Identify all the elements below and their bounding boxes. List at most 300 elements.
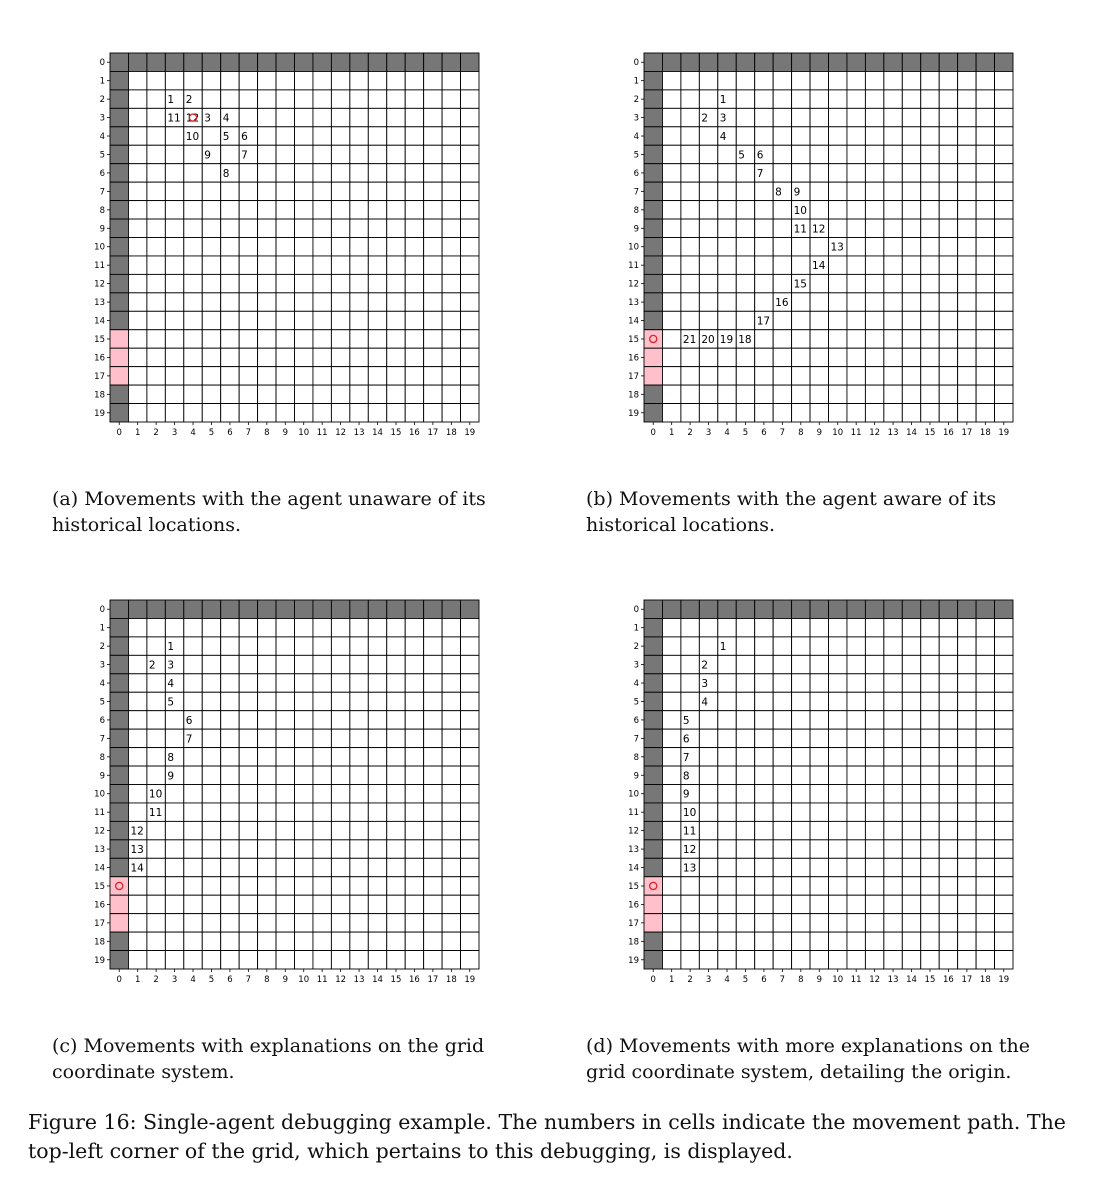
grid-cell [221, 274, 239, 292]
grid-cell [939, 729, 957, 747]
grid-cell [387, 274, 405, 292]
grid-cell [313, 674, 331, 692]
grid-cell [442, 71, 460, 89]
grid-cell [239, 803, 257, 821]
grid-cell [921, 348, 939, 366]
grid-cell [424, 655, 442, 673]
grid-cell [239, 618, 257, 636]
grid-cell [958, 238, 976, 256]
grid-cell [662, 201, 680, 219]
grid-cell [865, 367, 883, 385]
grid-cell [792, 951, 810, 969]
grid-cell [976, 108, 994, 126]
grid-cell [736, 748, 754, 766]
wall-cell [110, 637, 128, 655]
grid-cell [792, 840, 810, 858]
grid-cell [184, 293, 202, 311]
grid-cell [847, 385, 865, 403]
wall-cell [958, 600, 976, 618]
grid-cell [295, 71, 313, 89]
target-cell [110, 895, 128, 913]
grid-cell [258, 655, 276, 673]
x-tick-label: 3 [171, 975, 178, 985]
grid-cell [829, 692, 847, 710]
grid-cell [718, 914, 736, 932]
x-tick-label: 10 [298, 428, 310, 438]
y-tick-label: 8 [99, 752, 105, 763]
step-label: 4 [701, 696, 709, 709]
grid-cell [128, 748, 146, 766]
grid-cell [939, 311, 957, 329]
grid-cell [202, 914, 220, 932]
grid-cell [184, 766, 202, 784]
grid-cell [128, 367, 146, 385]
grid-cell [387, 618, 405, 636]
grid-cell [921, 821, 939, 839]
grid-cell [939, 637, 957, 655]
target-cell [110, 348, 128, 366]
grid-cell [792, 711, 810, 729]
wall-cell [644, 385, 662, 403]
grid-cell [295, 293, 313, 311]
grid-cell [147, 766, 165, 784]
grid-cell [461, 219, 479, 237]
grid-cell [958, 201, 976, 219]
grid-cell [662, 90, 680, 108]
grid-cell [773, 655, 791, 673]
grid-cell [313, 330, 331, 348]
y-tick-label: 15 [94, 334, 105, 345]
grid-cell [313, 127, 331, 145]
grid-cell [773, 729, 791, 747]
grid-cell [939, 655, 957, 673]
grid-cell [165, 330, 183, 348]
grid-cell [350, 90, 368, 108]
grid-cell [147, 914, 165, 932]
grid-cell [958, 766, 976, 784]
grid-cell [736, 821, 754, 839]
grid-cell [295, 877, 313, 895]
grid-cell [295, 914, 313, 932]
grid-cell [792, 164, 810, 182]
grid-cell [313, 877, 331, 895]
grid-cell [147, 895, 165, 913]
grid-cell [461, 877, 479, 895]
grid-cell [405, 895, 423, 913]
wall-cell [387, 53, 405, 71]
grid-cell [350, 858, 368, 876]
grid-cell [681, 108, 699, 126]
grid-cell [847, 637, 865, 655]
grid-cell [865, 674, 883, 692]
grid-cell [276, 748, 294, 766]
grid-cell [184, 748, 202, 766]
grid-cell [865, 164, 883, 182]
wall-cell [681, 600, 699, 618]
grid-cell [331, 729, 349, 747]
grid-cell [810, 127, 828, 145]
grid-cell [276, 711, 294, 729]
grid-cell [939, 914, 957, 932]
grid-cell [424, 932, 442, 950]
wall-cell [110, 618, 128, 636]
grid-cell [921, 256, 939, 274]
x-tick-label: 9 [282, 428, 288, 438]
grid-cell [258, 803, 276, 821]
grid-cell [829, 729, 847, 747]
grid-cell [773, 404, 791, 422]
x-tick-label: 6 [227, 975, 233, 985]
grid-cell [736, 766, 754, 784]
grid-cell [976, 385, 994, 403]
grid-cell [387, 330, 405, 348]
wall-cell [644, 145, 662, 163]
grid-cell [387, 932, 405, 950]
grid-cell [202, 256, 220, 274]
grid-cell [976, 330, 994, 348]
grid-cell [829, 367, 847, 385]
grid-cell [755, 385, 773, 403]
grid-cell [295, 164, 313, 182]
grid-cell [773, 858, 791, 876]
grid-cell [258, 201, 276, 219]
grid-cell [331, 637, 349, 655]
x-tick-label: 7 [779, 975, 786, 985]
step-label: 4 [167, 678, 175, 691]
grid-cell [368, 256, 386, 274]
grid-cell [662, 803, 680, 821]
grid-cell [128, 951, 146, 969]
grid-cell [902, 618, 920, 636]
grid-cell [699, 637, 717, 655]
grid-cell [295, 348, 313, 366]
grid-cell [387, 311, 405, 329]
wall-cell [110, 256, 128, 274]
grid-cell [202, 90, 220, 108]
grid-cell [902, 404, 920, 422]
grid-cell [424, 274, 442, 292]
wall-cell [644, 293, 662, 311]
grid-cell [995, 729, 1013, 747]
grid-cell [976, 238, 994, 256]
grid-cell [405, 330, 423, 348]
grid-cell [699, 219, 717, 237]
grid-cell [681, 692, 699, 710]
grid-cell [350, 404, 368, 422]
grid-cell [976, 785, 994, 803]
grid-cell [405, 766, 423, 784]
grid-cell [184, 145, 202, 163]
grid-cell [387, 127, 405, 145]
y-tick-label: 11 [628, 808, 639, 819]
grid-cell [387, 858, 405, 876]
grid-cell [865, 766, 883, 784]
grid-cell [976, 293, 994, 311]
grid-cell [350, 256, 368, 274]
grid-c [82, 599, 484, 985]
grid-cell [958, 821, 976, 839]
step-label: 5 [738, 149, 745, 162]
wall-cell [202, 53, 220, 71]
grid-cell [184, 877, 202, 895]
grid-cell [681, 618, 699, 636]
grid-cell [958, 932, 976, 950]
grid-cell [461, 821, 479, 839]
grid-cell [995, 90, 1013, 108]
grid-cell [405, 274, 423, 292]
grid-cell [258, 840, 276, 858]
grid-cell [884, 256, 902, 274]
grid-cell [331, 951, 349, 969]
target-cell [644, 877, 662, 895]
grid-cell [939, 840, 957, 858]
x-tick-label: 1 [134, 975, 141, 985]
grid-cell [184, 895, 202, 913]
grid-cell [128, 766, 146, 784]
grid-cell [958, 293, 976, 311]
grid-cell [258, 858, 276, 876]
y-tick-label: 11 [628, 261, 639, 272]
grid-cell [773, 145, 791, 163]
grid-cell [829, 256, 847, 274]
grid-cell [773, 674, 791, 692]
grid-cell [884, 219, 902, 237]
y-tick-label: 4 [99, 679, 105, 690]
grid-cell [662, 618, 680, 636]
grid-cell [773, 238, 791, 256]
grid-cell [792, 293, 810, 311]
grid-cell [424, 895, 442, 913]
grid-cell [128, 164, 146, 182]
grid-cell [939, 951, 957, 969]
wall-cell [368, 53, 386, 71]
grid-cell [239, 404, 257, 422]
grid-cell [128, 692, 146, 710]
grid-cell [276, 182, 294, 200]
grid-cell [202, 655, 220, 673]
grid-cell [165, 785, 183, 803]
x-tick-label: 19 [464, 428, 476, 438]
grid-cell [755, 256, 773, 274]
grid-cell [202, 932, 220, 950]
grid-cell [202, 71, 220, 89]
grid-cell [368, 385, 386, 403]
grid-cell [221, 90, 239, 108]
grid-cell [313, 766, 331, 784]
grid-cell [699, 729, 717, 747]
grid-cell [810, 821, 828, 839]
grid-cell [718, 951, 736, 969]
grid-cell [995, 330, 1013, 348]
grid-cell [755, 655, 773, 673]
grid-cell [295, 274, 313, 292]
grid-cell [461, 256, 479, 274]
grid-cell [424, 127, 442, 145]
grid-cell [958, 348, 976, 366]
grid-cell [387, 877, 405, 895]
grid-cell [939, 90, 957, 108]
wall-cell [644, 90, 662, 108]
grid-cell [681, 238, 699, 256]
grid-cell [958, 895, 976, 913]
grid-cell [958, 219, 976, 237]
grid-cell [239, 238, 257, 256]
y-tick-label: 2 [633, 95, 639, 106]
grid-cell [976, 367, 994, 385]
grid-cell [405, 655, 423, 673]
grid-cell [921, 951, 939, 969]
grid-cell [939, 201, 957, 219]
wall-cell [110, 385, 128, 403]
grid-cell [276, 729, 294, 747]
grid-cell [202, 785, 220, 803]
grid-cell [202, 821, 220, 839]
grid-cell [662, 877, 680, 895]
wall-cell [110, 127, 128, 145]
grid-cell [368, 127, 386, 145]
grid-cell [884, 729, 902, 747]
grid-cell [424, 729, 442, 747]
caption-c: (c) Movements with explanations on the grid coordinate system. [52, 1035, 485, 1083]
grid-cell [165, 238, 183, 256]
x-tick-label: 14 [372, 428, 383, 438]
grid-cell [847, 127, 865, 145]
x-tick-label: 12 [335, 428, 347, 438]
grid-cell [368, 951, 386, 969]
wall-cell [110, 729, 128, 747]
grid-cell [368, 674, 386, 692]
grid-cell [829, 274, 847, 292]
grid-cell [847, 367, 865, 385]
grid-cell [884, 274, 902, 292]
grid-cell [147, 90, 165, 108]
grid-cell [350, 932, 368, 950]
grid-cell [147, 256, 165, 274]
grid-cell [239, 840, 257, 858]
wall-cell [350, 53, 368, 71]
grid-cell [368, 238, 386, 256]
wall-cell [442, 600, 460, 618]
grid-cell [405, 692, 423, 710]
grid-cell [442, 108, 460, 126]
wall-cell [644, 729, 662, 747]
y-tick-label: 8 [633, 205, 639, 216]
grid-cell [184, 858, 202, 876]
grid-cell [128, 655, 146, 673]
y-tick-label: 16 [94, 900, 105, 911]
grid-cell [258, 821, 276, 839]
grid-cell [147, 711, 165, 729]
grid-cell [405, 182, 423, 200]
grid-cell [442, 895, 460, 913]
grid-cell [147, 108, 165, 126]
grid-cell [829, 914, 847, 932]
x-tick-label: 17 [961, 428, 973, 438]
grid-cell [847, 71, 865, 89]
grid-cell [424, 877, 442, 895]
grid-cell [165, 293, 183, 311]
grid-cell [699, 803, 717, 821]
grid-cell [147, 692, 165, 710]
grid-cell [958, 637, 976, 655]
grid-cell [847, 201, 865, 219]
grid-cell [405, 238, 423, 256]
grid-cell [792, 895, 810, 913]
grid-cell [202, 951, 220, 969]
grid-cell [350, 293, 368, 311]
grid-cell [718, 71, 736, 89]
grid-cell [958, 182, 976, 200]
step-label: 13 [682, 862, 697, 875]
wall-cell [644, 256, 662, 274]
grid-cell [902, 674, 920, 692]
grid-cell [147, 932, 165, 950]
grid-cell [276, 655, 294, 673]
grid-cell [165, 840, 183, 858]
grid-cell [995, 145, 1013, 163]
grid-cell [681, 311, 699, 329]
grid-cell [865, 404, 883, 422]
grid-cell [921, 748, 939, 766]
grid-cell [921, 618, 939, 636]
grid-cell [461, 655, 479, 673]
grid-cell [755, 858, 773, 876]
grid-cell [331, 840, 349, 858]
grid-cell [958, 127, 976, 145]
grid-cell [258, 311, 276, 329]
grid-cell [461, 748, 479, 766]
wall-cell [276, 600, 294, 618]
grid-cell [368, 655, 386, 673]
grid-cell [221, 182, 239, 200]
grid-cell [368, 108, 386, 126]
grid-cell [699, 914, 717, 932]
grid-cell [442, 164, 460, 182]
grid-cell [442, 367, 460, 385]
grid-cell [331, 821, 349, 839]
x-tick-label: 10 [832, 428, 844, 438]
y-tick-label: 5 [99, 697, 105, 708]
step-label: 12 [812, 223, 826, 236]
x-tick-label: 13 [353, 975, 365, 985]
grid-cell [368, 404, 386, 422]
grid-cell [662, 256, 680, 274]
grid-cell [736, 404, 754, 422]
grid-cell [276, 274, 294, 292]
wall-cell [258, 53, 276, 71]
grid-cell [939, 348, 957, 366]
grid-cell [368, 803, 386, 821]
grid-cell [662, 858, 680, 876]
grid-cell [331, 932, 349, 950]
grid-cell [884, 748, 902, 766]
wall-cell [110, 274, 128, 292]
grid-cell [718, 274, 736, 292]
grid-cell [662, 311, 680, 329]
grid-cell [773, 618, 791, 636]
grid-cell [995, 219, 1013, 237]
grid-cell [313, 951, 331, 969]
grid-cell [258, 256, 276, 274]
grid-cell [221, 729, 239, 747]
grid-cell [350, 637, 368, 655]
grid-cell [295, 238, 313, 256]
grid-cell [258, 238, 276, 256]
grid-cell [424, 821, 442, 839]
grid-cell [829, 674, 847, 692]
grid-cell [995, 311, 1013, 329]
step-label: 15 [793, 278, 807, 291]
